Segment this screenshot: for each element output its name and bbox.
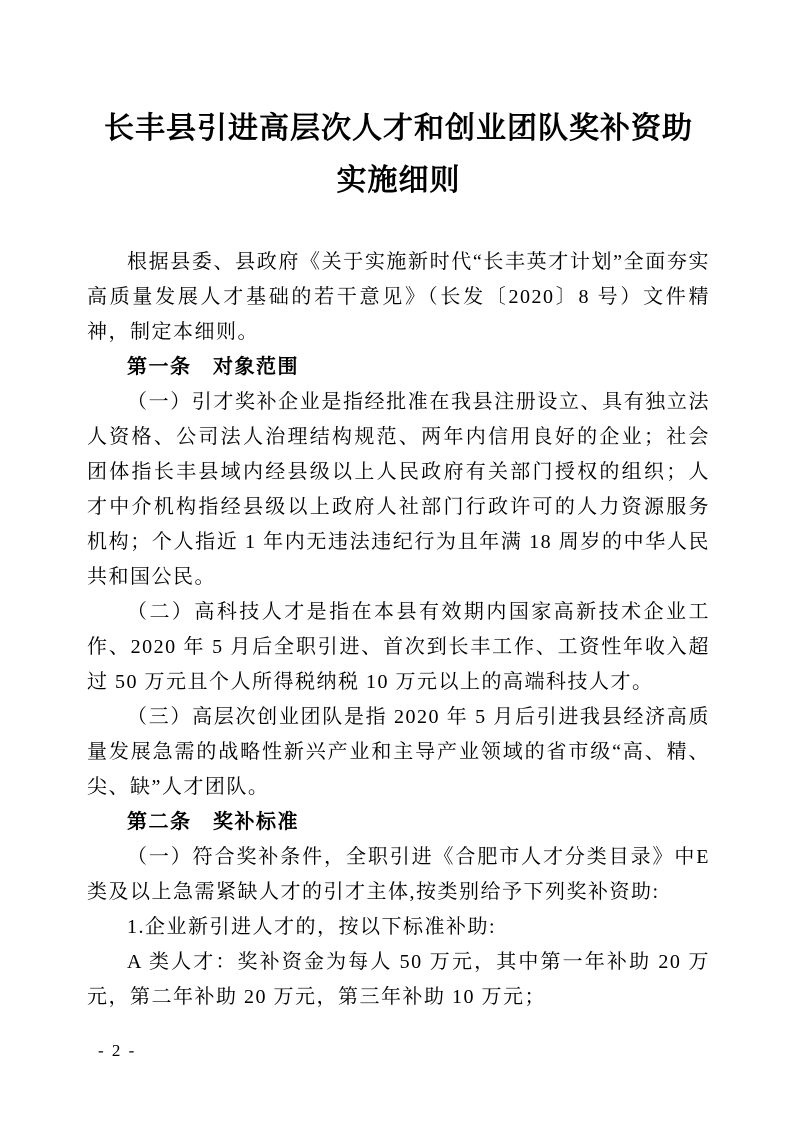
document-title-line1: 长丰县引进高层次人才和创业团队奖补资助 bbox=[104, 112, 693, 145]
document-title-line2: 实施细则 bbox=[336, 164, 461, 197]
section-heading-article-1: 第一条 对象范围 bbox=[127, 356, 299, 378]
paragraph-article2-class-a: A 类人才：奖补资金为每人 50 万元，其中第一年补助 20 万元，第二年补助 20 万元，第三年补助 10 万元； bbox=[87, 951, 710, 1008]
document-body bbox=[87, 245, 710, 1015]
paragraph-article2-item1: （一）符合奖补条件，全职引进《合肥市人才分类目录》中E类及以上急需紧缺人才的引才主体,按类别给予下列奖补资助: bbox=[87, 846, 710, 903]
page-number: - 2 - bbox=[98, 1041, 137, 1060]
paragraph-basis: 根据县委、县政府《关于实施新时代“长丰英才计划”全面夯实高质量发展人才基础的若干意见》（长发〔2020〕8 号）文件精神，制定本细则。 bbox=[87, 251, 710, 343]
paragraph-article1-item1: （一）引才奖补企业是指经批准在我县注册设立、具有独立法人资格、公司法人治理结构规范、两年内信用良好的企业；社会团体指长丰县域内经县级以上人民政府有关部门授权的组织；人才中介机构指经县级以上政府人社部门行政许可的人力资源服务机构；个人指近 1 年内无违法违纪行为且年满 18 周岁的中华人民共和国公民。 bbox=[87, 391, 710, 588]
document-title bbox=[87, 103, 710, 207]
paragraph-article2-sub1: 1.企业新引进人才的，按以下标准补助: bbox=[127, 916, 497, 938]
paragraph-article1-item3: （三）高层次创业团队是指 2020 年 5 月后引进我县经济高质量发展急需的战略性新兴产业和主导产业领域的省市级“高、精、尖、缺”人才团队。 bbox=[87, 706, 710, 798]
section-heading-article-2: 第二条 奖补标准 bbox=[127, 811, 299, 833]
paragraph-article1-item2: （二）高科技人才是指在本县有效期内国家高新技术企业工作、2020 年 5 月后全职引进、首次到长丰工作、工资性年收入超过 50 万元且个人所得税纳税 10 万元以上的高端科技人才。 bbox=[87, 601, 710, 693]
